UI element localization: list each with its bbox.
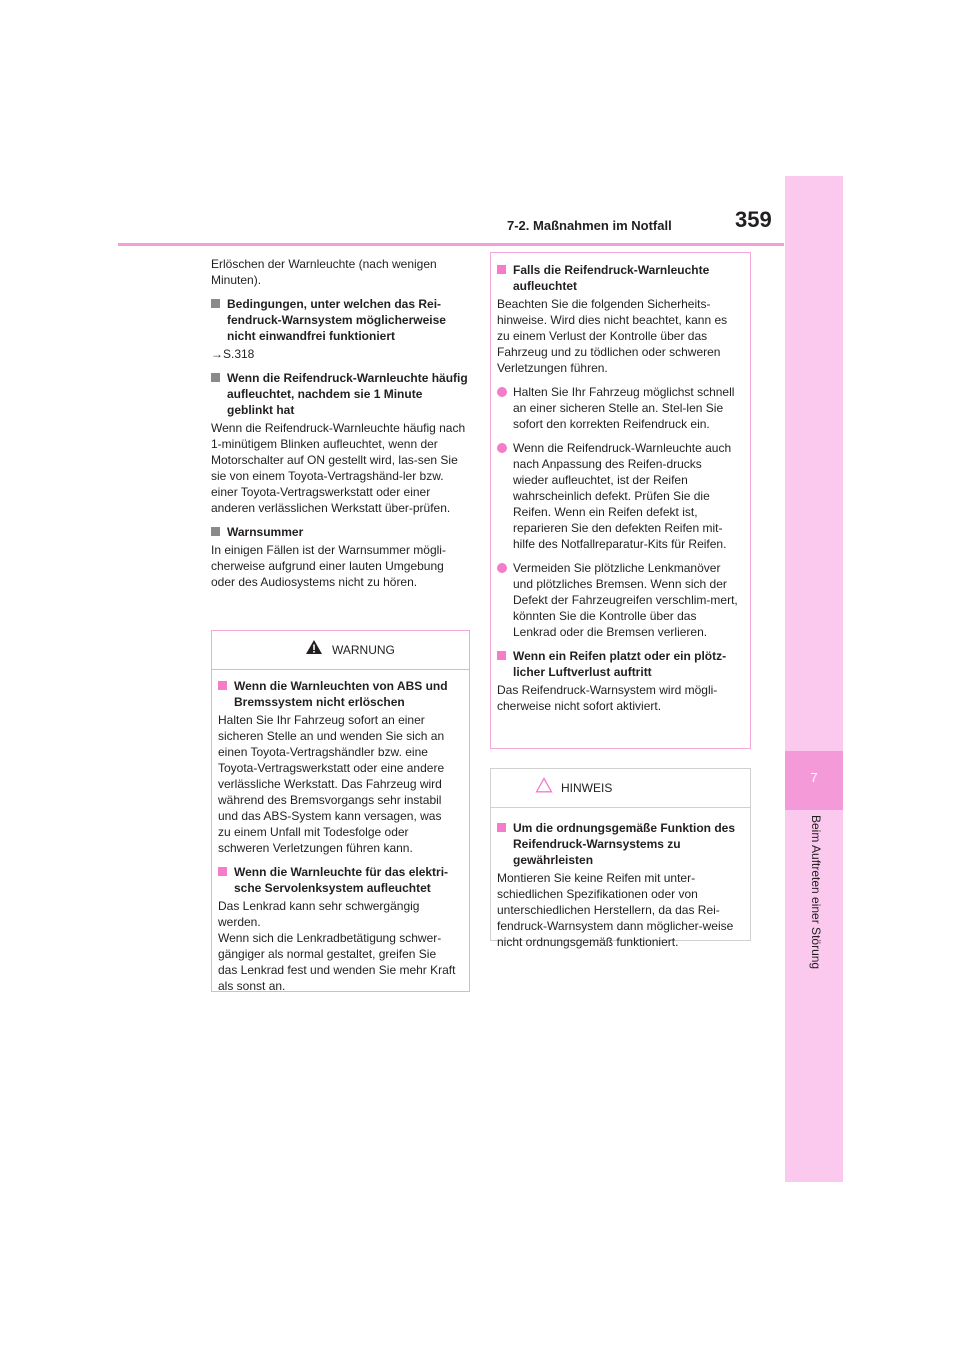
notice-heading: Um die ordnungsgemäße Funktion des Reifendruck-Warnsystems zu gewährleisten: [497, 820, 738, 868]
warning-body: Halten Sie Ihr Fahrzeug sofort an einer sicheren Stelle an und wenden Sie sich an einen Toyota-Vertragshändler bzw. eine Toyota-Vertragswerkstatt oder eine andere verlässliche Werkstatt. Das Fahrzeug wird während des Bremsvorgangs sehr instabil und das ABS-System kann versagen, was zu einem Unfall mit Todesfolge oder schweren Verletzungen führen kann.: [218, 713, 445, 855]
square-bullet-icon: [497, 651, 506, 660]
section-heading: Bedingungen, unter welchen das Rei-fendruck-Warnsystem möglicherweise nicht einwandfrei funktioniert: [211, 296, 469, 344]
square-bullet-icon: [218, 681, 227, 690]
warning-box-header: [212, 631, 469, 670]
warning-heading: Wenn ein Reifen platzt oder ein plötz-licher Luftverlust auftritt: [497, 648, 738, 680]
warning-body: Beachten Sie die folgenden Sicherheits-hinweise. Wird dies nicht beachtet, kann es zu einem Verlust der Kontrolle über das Fahrzeug und zu tödlichen oder schweren Verletzungen führen.: [497, 297, 728, 375]
page-number: 359: [735, 207, 772, 232]
notice-box: [490, 768, 751, 949]
section-heading: Wenn die Reifendruck-Warnleuchte häufig aufleuchtet, nachdem sie 1 Minute geblinkt hat: [211, 370, 469, 418]
section-title: 7-2. Maßnahmen im Notfall: [507, 218, 672, 233]
square-bullet-icon: [211, 373, 220, 382]
chapter-label: Beim Auftreten einer Störung: [809, 815, 823, 970]
round-bullet-icon: [497, 387, 507, 397]
bullet-item: Halten Sie Ihr Fahrzeug möglichst schnell an einer sicheren Stelle an. Stel-len Sie sofort den korrekten Reifendruck ein.: [497, 384, 738, 432]
section-body: Wenn die Reifendruck-Warnleuchte häufig nach 1-minütigem Blinken aufleuchtet, wenn der Motorschalter auf ON gestellt wird, las-sen Sie sie von einem Toyota-Vertragshänd-ler bzw. einer Toyota-Vertragswerkstatt oder einer anderen verlässlichen Werkstatt über-prüfen.: [211, 421, 466, 515]
section-heading: Warnsummer: [211, 524, 469, 540]
square-bullet-icon: [497, 265, 506, 274]
square-bullet-icon: [211, 299, 220, 308]
round-bullet-icon: [497, 563, 507, 573]
notice-body: Montieren Sie keine Reifen mit unter-schiedlichen Spezifikationen oder von unterschiedlichen Herstellern, da das Rei-fendruck-Warnsystem dann möglicher-weise nicht ordnungsgemäß funktioniert.: [497, 871, 734, 949]
page-reference-link[interactable]: →S.318: [211, 347, 255, 361]
warning-heading: Wenn die Warnleuchten von ABS und Bremssystem nicht erlöschen: [218, 678, 457, 710]
warning-heading: Falls die Reifendruck-Warnleuchte aufleuchtet: [497, 262, 738, 294]
warning-heading: Wenn die Warnleuchte für das elektri-sche Servolenksystem aufleuchtet: [218, 864, 457, 896]
square-bullet-icon: [218, 867, 227, 876]
warning-triangle-icon: [305, 639, 323, 655]
left-column: [211, 256, 469, 598]
warning-body: Das Lenkrad kann sehr schwergängig werden.: [218, 899, 420, 929]
warning-box-title: WARNUNG: [332, 643, 395, 657]
warning-box-continued: [490, 252, 751, 749]
square-bullet-icon: [211, 527, 220, 536]
intro-text: Erlöschen der Warnleuchte (nach wenigen Minuten).: [211, 257, 437, 287]
warning-body: Das Reifendruck-Warnsystem wird mögli-cherweise nicht sofort aktiviert.: [497, 683, 718, 713]
notice-box-header: [491, 769, 750, 808]
chapter-number: 7: [810, 770, 818, 785]
section-body: In einigen Fällen ist der Warnsummer mögli-cherweise aufgrund einer lauten Umgebung oder des Audiosystems nicht zu hören.: [211, 543, 446, 589]
header-rule: [118, 243, 784, 246]
warning-box: [211, 630, 470, 992]
round-bullet-icon: [497, 443, 507, 453]
bullet-item: Vermeiden Sie plötzliche Lenkmanöver und plötzliches Bremsen. Wenn sich der Defekt der Fahrzeugreifen verschlim-mert, könnten Sie die Kontrolle über das Lenkrad oder die Bremsen verlieren.: [497, 560, 738, 640]
caution-triangle-icon: [535, 777, 553, 793]
warning-body: Wenn sich die Lenkradbetätigung schwer-gängiger als normal gestaltet, greifen Sie das Lenkrad fest und wenden Sie mehr Kraft als sonst an.: [218, 931, 456, 993]
bullet-item: Wenn die Reifendruck-Warnleuchte auch nach Anpassung des Reifen-drucks wieder aufleuchtet, ist der Reifen wahrscheinlich defekt. Prüfen Sie die Reifen. Wenn ein Reifen defekt ist, reparieren Sie den defekten Reifen mit-hilfe des Notfallreparatur-Kits für Reifen.: [497, 440, 738, 552]
notice-box-title: HINWEIS: [561, 781, 613, 795]
square-bullet-icon: [497, 823, 506, 832]
